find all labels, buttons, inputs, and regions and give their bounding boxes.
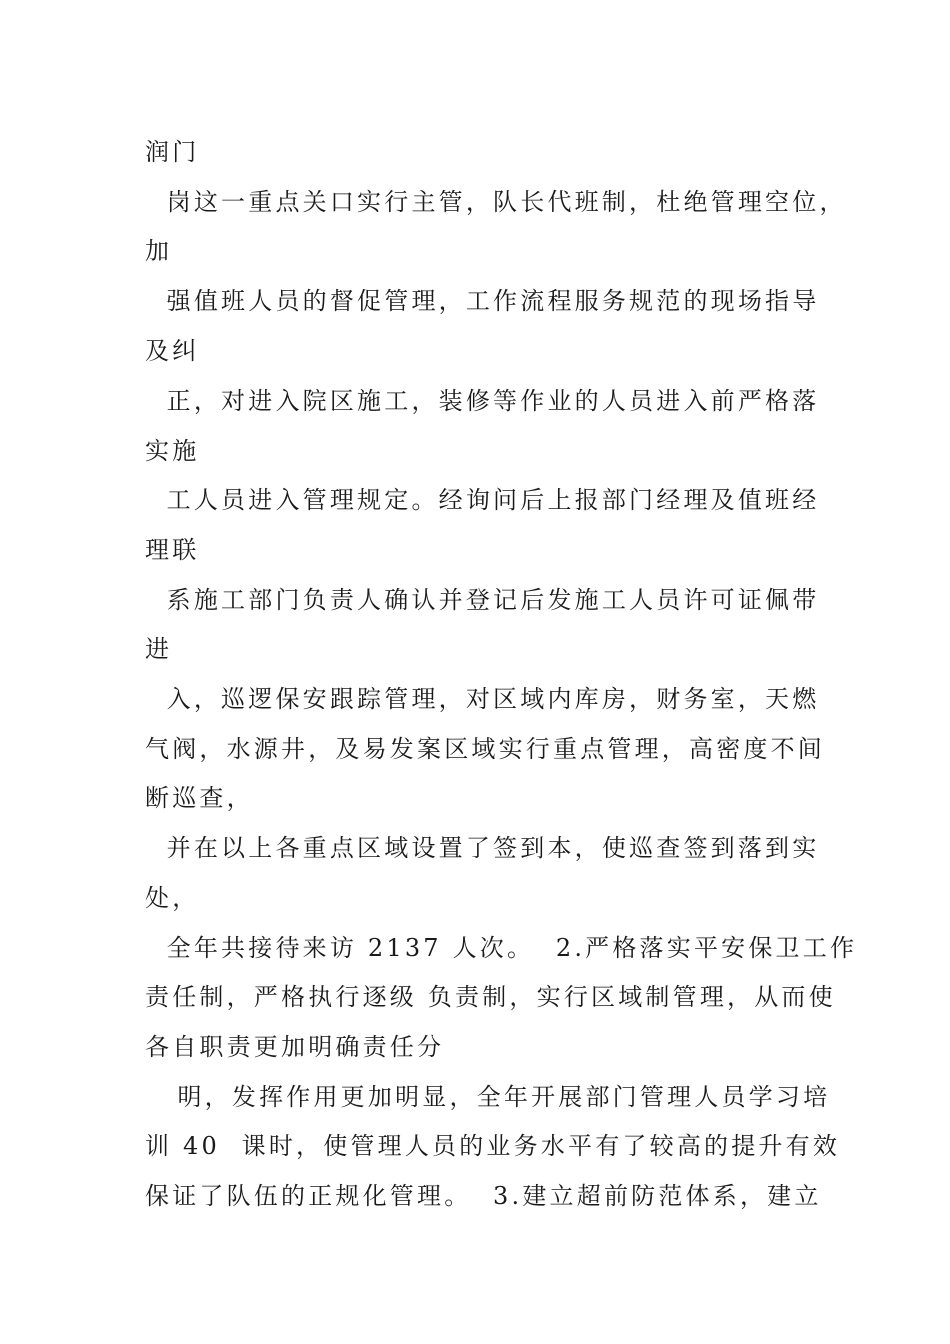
- text-line: 正，对进入院区施工，装修等作业的人员进入前严格落: [145, 387, 820, 415]
- text-line: 气阀，水源井，及易发案区域实行重点管理，高密度不间: [145, 735, 825, 763]
- text-line: 实施: [145, 437, 200, 465]
- text-line: 系施工部门负责人确认并登记后发施工人员许可证佩带: [145, 586, 820, 614]
- text-line: 加: [145, 237, 173, 265]
- text-line: 强值班人员的督促管理，工作流程服务规范的现场指导: [145, 287, 820, 315]
- text-line: 进: [145, 635, 173, 663]
- text-line: 明，发挥作用更加明显，全年开展部门管理人员学习培: [145, 1083, 831, 1111]
- text-line: 全年共接待来访 2137 人次。 2.严格落实平安保卫工作: [145, 934, 858, 962]
- text-line: 理联: [145, 536, 200, 564]
- text-line: 润门: [145, 138, 200, 166]
- text-line: 工人员进入管理规定。经询问后上报部门经理及值班经: [145, 486, 820, 514]
- text-line: 断巡查，: [145, 784, 254, 812]
- text-line: 各自职责更加明确责任分: [145, 1033, 445, 1061]
- text-line: 责任制，严格执行逐级 负责制，实行区域制管理，从而使: [145, 983, 836, 1011]
- text-line: 及纠: [145, 337, 200, 365]
- text-line: 处，: [145, 884, 200, 912]
- text-line: 并在以上各重点区域设置了签到本，使巡查签到落到实: [145, 834, 820, 862]
- text-line: 入，巡逻保安跟踪管理，对区域内库房，财务室，天燃: [145, 685, 820, 713]
- text-line: 保证了队伍的正规化管理。 3.建立超前防范体系，建立: [145, 1182, 822, 1210]
- text-line: 岗这一重点关口实行主管，队长代班制，杜绝管理空位，: [145, 188, 847, 216]
- text-line: 训 40 课时，使管理人员的业务水平有了较高的提升有效: [145, 1132, 841, 1160]
